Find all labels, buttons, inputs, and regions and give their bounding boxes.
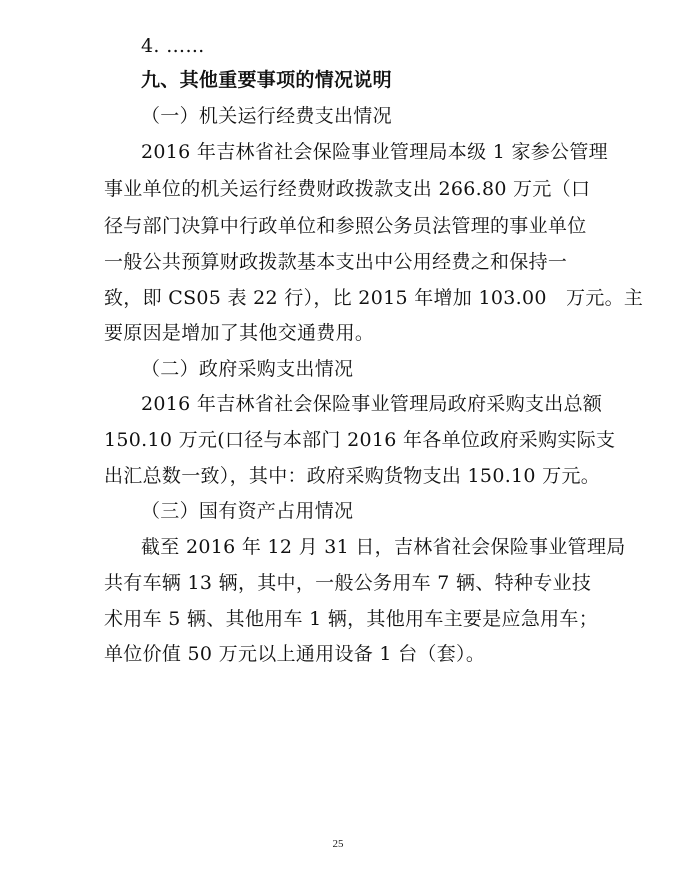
list-item-4: 4. …… <box>141 35 205 57</box>
paragraph-line: 2016 年吉林省社会保险事业管理局本级 1 家参公管理 <box>141 141 608 163</box>
page-number: 25 <box>332 838 344 850</box>
paragraph-line: 致，即 CS05 表 22 行），比 2015 年增加 103.00 万元。主 <box>104 287 644 309</box>
subsection-1-title: （一）机关运行经费支出情况 <box>141 105 392 127</box>
paragraph-line: 径与部门决算中行政单位和参照公务员法管理的事业单位 <box>104 215 587 237</box>
paragraph-line: 出汇总数一致），其中：政府采购货物支出 150.10 万元。 <box>104 465 601 487</box>
paragraph-line: 截至 2016 年 12 月 31 日，吉林省社会保险事业管理局 <box>141 536 626 558</box>
subsection-3-title: （三）国有资产占用情况 <box>141 500 354 522</box>
paragraph-line: 一般公共预算财政拨款基本支出中公用经费之和保持一 <box>104 251 568 273</box>
section-title: 九、其他重要事项的情况说明 <box>141 69 392 91</box>
paragraph-line: 单位价值 50 万元以上通用设备 1 台（套）。 <box>104 643 486 665</box>
subsection-2-title: （二）政府采购支出情况 <box>141 358 354 380</box>
paragraph-line: 共有车辆 13 辆，其中，一般公务用车 7 辆、特种专业技 <box>104 572 592 594</box>
paragraph-line: 2016 年吉林省社会保险事业管理局政府采购支出总额 <box>141 393 603 415</box>
paragraph-line: 术用车 5 辆、其他用车 1 辆，其他用车主要是应急用车； <box>104 608 599 630</box>
paragraph-line: 150.10 万元(口径与本部门 2016 年各单位政府采购实际支 <box>104 429 616 451</box>
paragraph-line: 事业单位的机关运行经费财政拨款支出 266.80 万元（口 <box>104 178 591 200</box>
paragraph-line: 要原因是增加了其他交通费用。 <box>104 322 375 344</box>
